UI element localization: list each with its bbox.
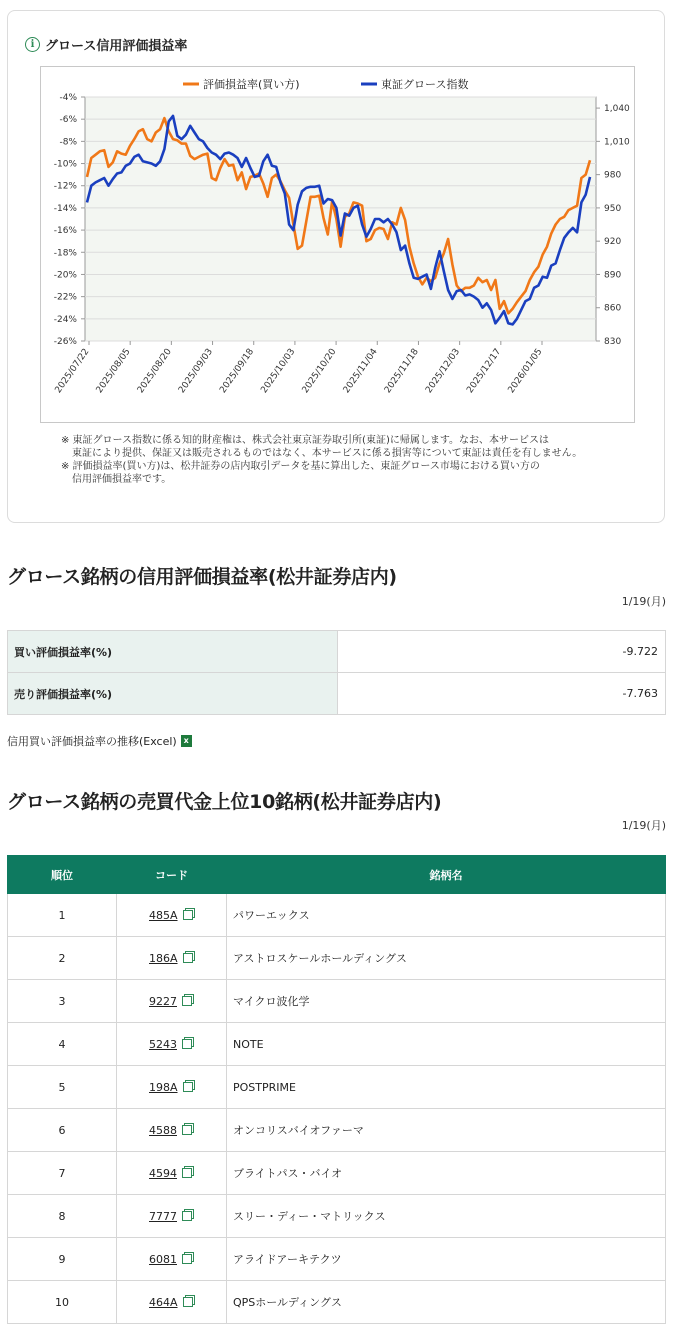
table-row [8, 1281, 666, 1324]
stock-name-cell: オンコリスバイオファーマ [227, 1109, 666, 1152]
buy-eval-label: 買い評価損益率(%) [8, 631, 338, 673]
rank-cell: 10 [8, 1281, 117, 1324]
left-tick-label: -26% [53, 337, 77, 347]
stock-name-cell: NOTE [227, 1023, 666, 1066]
copy-icon[interactable] [182, 1211, 192, 1221]
header-name: 銘柄名 [227, 856, 666, 894]
table-row [8, 673, 666, 715]
stock-code-link[interactable]: 4588 [149, 1123, 177, 1137]
copy-icon[interactable] [182, 1168, 192, 1178]
left-tick-label: -20% [53, 270, 77, 281]
left-tick-label: -10% [53, 159, 77, 170]
plot-area [85, 97, 596, 341]
header-code: コード [117, 856, 227, 894]
rank-cell: 3 [8, 980, 117, 1023]
chart-frame [40, 66, 635, 423]
table-row [8, 894, 666, 937]
excel-link-text[interactable]: 信用買い評価損益率の推移(Excel) [7, 735, 177, 748]
stock-code-link[interactable]: 464A [149, 1295, 178, 1309]
right-tick-label: 980 [604, 170, 622, 181]
x-tick-label: 2025/11/18 [382, 346, 421, 396]
table-row [8, 1109, 666, 1152]
table-row [8, 980, 666, 1023]
right-tick-label: 920 [604, 237, 622, 248]
left-tick-label: -16% [53, 226, 77, 237]
info-icon: i [25, 37, 40, 52]
x-tick-label: 2026/01/05 [506, 346, 545, 396]
note-line: 信用評価損益率です。 [72, 474, 172, 485]
left-tick-label: -4% [59, 93, 77, 103]
code-cell [117, 1066, 227, 1109]
note-line: ※ 評価損益率(買い方)は、松井証券の店内取引データを基に算出した、東証グロース市場における買い方の [61, 461, 540, 472]
rank-cell: 6 [8, 1109, 117, 1152]
x-tick-label: 2025/12/03 [424, 346, 463, 396]
left-tick-label: -12% [53, 181, 77, 192]
code-cell [117, 980, 227, 1023]
excel-icon[interactable]: x [181, 735, 192, 747]
stock-code-link[interactable]: 6081 [149, 1252, 177, 1266]
code-cell [117, 1109, 227, 1152]
card-title-text: グロース信用評価損益率 [45, 38, 188, 54]
header-rank: 順位 [8, 856, 117, 894]
note-line: 東証により提供、保証又は販売されるものではなく、本サービスに係る損害等について東証は責任を有しません。 [72, 448, 583, 459]
rank-cell: 8 [8, 1195, 117, 1238]
left-tick-label: -22% [53, 292, 77, 303]
stock-code-link[interactable]: 198A [149, 1080, 178, 1094]
table-row [8, 1066, 666, 1109]
copy-icon[interactable] [182, 1125, 192, 1135]
stock-code-link[interactable]: 9227 [149, 994, 177, 1008]
right-tick-label: 1,040 [604, 104, 630, 115]
copy-icon[interactable] [182, 1039, 192, 1049]
table-header-row [8, 856, 666, 894]
rank-heading: グロース銘柄の売買代金上位10銘柄(松井証券店内) [7, 791, 442, 813]
rank-cell: 1 [8, 894, 117, 937]
right-tick-label: 860 [604, 303, 622, 314]
left-tick-label: -24% [53, 314, 77, 325]
x-tick-label: 2025/11/04 [341, 346, 380, 396]
x-tick-label: 2025/10/03 [259, 346, 298, 396]
left-tick-label: -8% [59, 137, 77, 148]
stock-name-cell: POSTPRIME [227, 1066, 666, 1109]
copy-icon[interactable] [183, 953, 193, 963]
copy-icon[interactable] [183, 1297, 193, 1307]
table-row [8, 937, 666, 980]
stock-name-cell: スリー・ディー・マトリックス [227, 1195, 666, 1238]
rank-cell: 2 [8, 937, 117, 980]
code-cell [117, 1281, 227, 1324]
buy-eval-value: -9.722 [338, 631, 666, 673]
x-tick-label: 2025/07/22 [53, 346, 92, 396]
stock-name-cell: ブライトパス・バイオ [227, 1152, 666, 1195]
left-tick-label: -14% [53, 203, 77, 214]
code-cell [117, 1152, 227, 1195]
card-title [25, 35, 187, 53]
code-cell [117, 894, 227, 937]
stock-code-link[interactable]: 5243 [149, 1037, 177, 1051]
x-tick-label: 2025/09/03 [177, 346, 216, 396]
stock-name-cell: QPSホールディングス [227, 1281, 666, 1324]
right-tick-label: 830 [604, 337, 622, 347]
disclaimer-notes [61, 434, 582, 486]
stock-name-cell: アストロスケールホールディングス [227, 937, 666, 980]
ranking-table [7, 855, 666, 1324]
code-cell [117, 1023, 227, 1066]
stock-code-link[interactable]: 485A [149, 908, 178, 922]
rank-cell: 5 [8, 1066, 117, 1109]
code-cell [117, 937, 227, 980]
copy-icon[interactable] [182, 1254, 192, 1264]
eval-heading: グロース銘柄の信用評価損益率(松井証券店内) [7, 566, 397, 588]
rank-cell: 7 [8, 1152, 117, 1195]
note-line: ※ 東証グロース指数に係る知的財産権は、株式会社東京証券取引所(東証)に帰属します。なお、本サービスは [61, 435, 550, 446]
right-tick-label: 890 [604, 270, 622, 281]
excel-download-link[interactable] [7, 733, 192, 749]
stock-name-cell: マイクロ波化学 [227, 980, 666, 1023]
x-tick-label: 2025/08/05 [94, 346, 133, 396]
eval-date: 1/19(月) [621, 595, 666, 608]
stock-name-cell: アライドアーキテクツ [227, 1238, 666, 1281]
copy-icon[interactable] [183, 910, 193, 920]
table-row [8, 1238, 666, 1281]
stock-code-link[interactable]: 4594 [149, 1166, 177, 1180]
left-tick-label: -18% [53, 248, 77, 259]
stock-name-cell: パワーエックス [227, 894, 666, 937]
left-tick-label: -6% [59, 115, 77, 126]
sell-eval-value: -7.763 [338, 673, 666, 715]
table-row [8, 1023, 666, 1066]
legend-label: 東証グロース指数 [381, 78, 469, 91]
table-row [8, 1152, 666, 1195]
x-tick-label: 2025/08/20 [135, 346, 174, 396]
code-cell [117, 1195, 227, 1238]
legend-label: 評価損益率(買い方) [203, 78, 300, 91]
x-tick-label: 2025/09/18 [218, 346, 257, 396]
line-chart [41, 67, 634, 422]
table-row [8, 1195, 666, 1238]
chart-card [7, 10, 665, 523]
rank-date: 1/19(月) [621, 819, 666, 832]
right-tick-label: 950 [604, 203, 622, 214]
table-row [8, 631, 666, 673]
stock-code-link[interactable]: 186A [149, 951, 178, 965]
sell-eval-label: 売り評価損益率(%) [8, 673, 338, 715]
copy-icon[interactable] [183, 1082, 193, 1092]
eval-table [7, 630, 666, 715]
rank-cell: 4 [8, 1023, 117, 1066]
code-cell [117, 1238, 227, 1281]
x-tick-label: 2025/10/20 [300, 346, 339, 396]
right-tick-label: 1,010 [604, 137, 630, 148]
stock-code-link[interactable]: 7777 [149, 1209, 177, 1223]
rank-cell: 9 [8, 1238, 117, 1281]
copy-icon[interactable] [182, 996, 192, 1006]
x-tick-label: 2025/12/17 [465, 346, 504, 396]
